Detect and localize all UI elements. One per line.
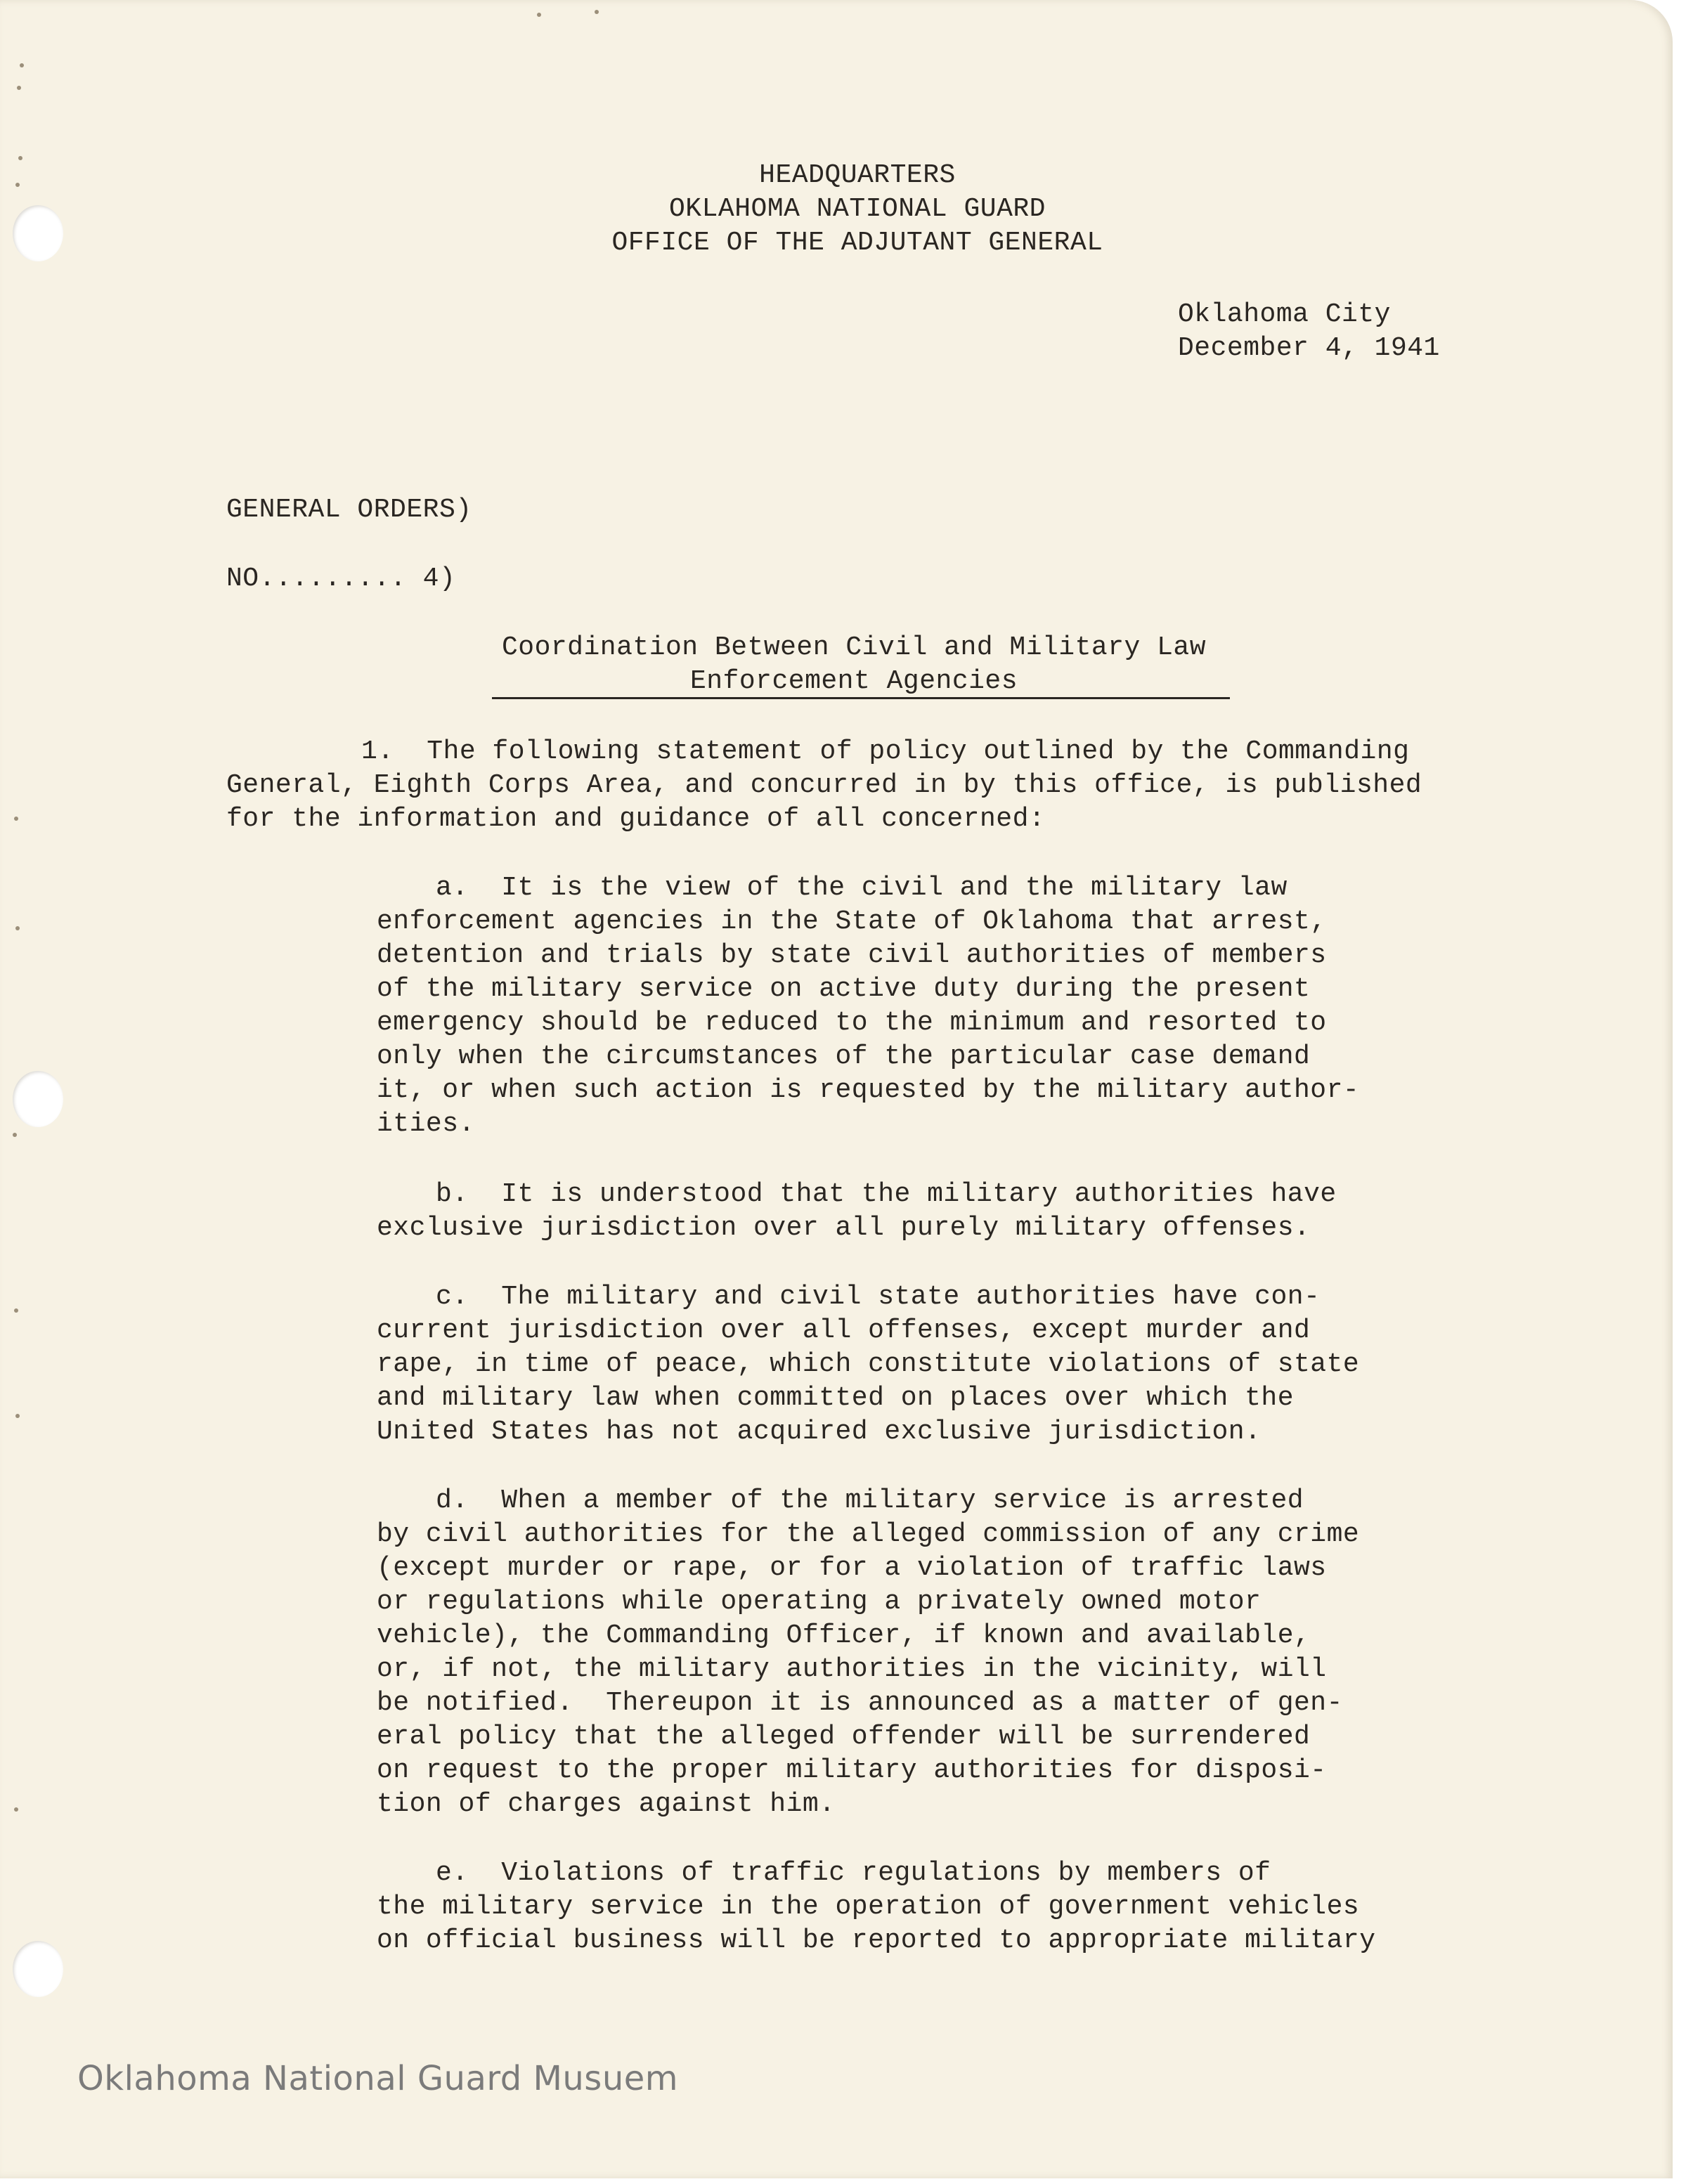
place-city: Oklahoma City: [1178, 299, 1391, 330]
subparagraph-line: e. Violations of traffic regulations by members of: [436, 1858, 1271, 1888]
subparagraph-line: current jurisdiction over all offenses, except murder and: [377, 1315, 1311, 1346]
subparagraph-line: eral policy that the alleged offender will be surrendered: [377, 1722, 1311, 1752]
subject-underline: [492, 697, 1230, 699]
subparagraph-line: on request to the proper military authorities for disposi-: [377, 1755, 1327, 1786]
subparagraph-line: and military law when committed on places over which the: [377, 1383, 1295, 1413]
subparagraph-line: emergency should be reduced to the minimum and resorted to: [377, 1008, 1327, 1038]
order-number: NO......... 4): [226, 564, 456, 594]
subject-line-1: Coordination Between Civil and Military Law: [501, 632, 1207, 663]
subject-line-2: Enforcement Agencies: [689, 666, 1018, 696]
subparagraph-line: be notified. Thereupon it is announced as a matter of gen-: [377, 1688, 1343, 1718]
margin-speck: [14, 1308, 18, 1313]
margin-speck: [14, 817, 18, 821]
subparagraph-line: b. It is understood that the military authorities have: [436, 1179, 1337, 1209]
subparagraph-line: tion of charges against him.: [377, 1789, 836, 1819]
subparagraph-line: detention and trials by state civil authorities of members: [377, 940, 1327, 970]
subparagraph-line: the military service in the operation of government vehicles: [377, 1892, 1360, 1922]
margin-speck: [20, 63, 24, 67]
paragraph-line: for the information and guidance of all concerned:: [226, 804, 1046, 834]
subparagraph-line: c. The military and civil state authorities have con-: [436, 1282, 1321, 1312]
margin-speck: [13, 1133, 17, 1137]
subparagraph-line: a. It is the view of the civil and the military law: [436, 873, 1288, 903]
letterhead-organization: OKLAHOMA NATIONAL GUARD: [669, 194, 1046, 224]
subparagraph-line: enforcement agencies in the State of Oklahoma that arrest,: [377, 906, 1327, 937]
subparagraph-line: only when the circumstances of the particular case demand: [377, 1041, 1311, 1072]
top-edge-speck: [537, 13, 541, 17]
subparagraph-line: on official business will be reported to appropriate military: [377, 1925, 1376, 1956]
paragraph-line: General, Eighth Corps Area, and concurred in by this office, is published: [226, 770, 1422, 800]
subparagraph-line: or, if not, the military authorities in the vicinity, will: [377, 1654, 1327, 1684]
paragraph-line: 1. The following statement of policy outlined by the Commanding: [361, 736, 1410, 767]
subparagraph-line: ities.: [377, 1109, 475, 1139]
letterhead-headquarters: HEADQUARTERS: [759, 160, 956, 190]
document-date: December 4, 1941: [1178, 333, 1440, 363]
subparagraph-line: rape, in time of peace, which constitute violations of state: [377, 1349, 1360, 1379]
punch-hole-middle: [13, 1071, 63, 1127]
margin-speck: [17, 86, 21, 90]
museum-watermark: Oklahoma National Guard Musuem: [77, 2059, 679, 2098]
punch-hole-bottom: [13, 1941, 63, 1997]
subparagraph-line: it, or when such action is requested by the military author-: [377, 1075, 1360, 1105]
subparagraph-line: exclusive jurisdiction over all purely military offenses.: [377, 1213, 1311, 1243]
subparagraph-line: by civil authorities for the alleged commission of any crime: [377, 1519, 1360, 1549]
subparagraph-line: vehicle), the Commanding Officer, if known and available,: [377, 1620, 1311, 1651]
subparagraph-line: of the military service on active duty during the present: [377, 974, 1311, 1004]
subparagraph-line: d. When a member of the military service is arrested: [436, 1486, 1304, 1516]
subparagraph-line: or regulations while operating a privately owned motor: [377, 1587, 1262, 1617]
margin-speck: [15, 926, 20, 930]
margin-speck: [14, 1807, 18, 1812]
letterhead-office: OFFICE OF THE ADJUTANT GENERAL: [611, 228, 1103, 258]
margin-speck: [15, 1414, 20, 1418]
subparagraph-line: United States has not acquired exclusive jurisdiction.: [377, 1417, 1262, 1447]
general-orders-label: GENERAL ORDERS): [226, 495, 472, 525]
subparagraph-line: (except murder or rape, or for a violation of traffic laws: [377, 1553, 1327, 1583]
top-edge-speck: [595, 10, 599, 14]
